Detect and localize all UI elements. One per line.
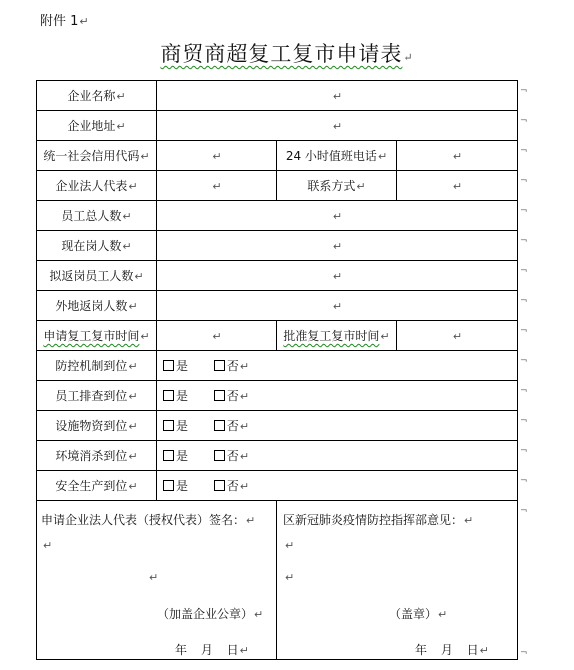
check-label: 设施物资到位↵ xyxy=(37,411,157,441)
nonlocal-return-label: 外地返岗人数↵ xyxy=(37,291,157,321)
attachment-label: 附件 1↵ xyxy=(40,14,89,29)
apply-time-field[interactable]: ↵ xyxy=(157,321,277,351)
paragraph-mark: ↵ xyxy=(285,539,295,552)
company-seal-note: （加盖企业公章）↵ xyxy=(157,607,264,621)
duty-phone-label: 24 小时值班电话↵ xyxy=(277,141,397,171)
yes-checkbox[interactable] xyxy=(163,450,174,461)
check-row-prevention xyxy=(37,351,518,381)
check-row-facilities xyxy=(37,411,518,441)
planned-return-field[interactable]: ↵ xyxy=(157,261,518,291)
application-form-table xyxy=(36,80,518,660)
no-checkbox[interactable] xyxy=(214,360,225,371)
row-end-mark: ¬ xyxy=(520,206,528,216)
on-duty-field[interactable]: ↵ xyxy=(157,231,518,261)
company-name-label: 企业名称↵ xyxy=(37,81,157,111)
hq-seal-note: （盖章）↵ xyxy=(389,607,448,621)
row-end-mark: ¬ xyxy=(520,296,528,306)
check-options: 是 否↵ xyxy=(157,381,518,411)
check-options: 是 否↵ xyxy=(157,441,518,471)
apply-time-label: 申请复工复市时间↵ xyxy=(37,321,157,351)
applicant-signature-cell[interactable] xyxy=(37,501,277,660)
row-company-name xyxy=(37,81,518,111)
form-title: 商贸商超复工复市申请表↵ xyxy=(160,42,414,66)
row-end-mark: ¬ xyxy=(520,236,528,246)
row-end-mark: ¬ xyxy=(520,356,528,366)
credit-code-label: 统一社会信用代码↵ xyxy=(37,141,157,171)
row-company-address xyxy=(37,111,518,141)
duty-phone-field[interactable]: ↵ xyxy=(397,141,518,171)
row-legal-rep xyxy=(37,171,518,201)
planned-return-label: 拟返岗员工人数↵ xyxy=(37,261,157,291)
approve-time-label: 批准复工复市时间↵ xyxy=(277,321,397,351)
row-times xyxy=(37,321,518,351)
check-row-staff xyxy=(37,381,518,411)
yes-checkbox[interactable] xyxy=(163,390,174,401)
applicant-signature-heading: 申请企业法人代表（授权代表）签名：↵ xyxy=(41,513,256,527)
check-label: 安全生产到位↵ xyxy=(37,471,157,501)
row-end-mark: ¬ xyxy=(520,648,528,658)
check-label: 防控机制到位↵ xyxy=(37,351,157,381)
row-end-mark: ¬ xyxy=(520,386,528,396)
company-address-field[interactable]: ↵ xyxy=(157,111,518,141)
check-label: 环境消杀到位↵ xyxy=(37,441,157,471)
no-checkbox[interactable] xyxy=(214,480,225,491)
company-name-field[interactable]: ↵ xyxy=(157,81,518,111)
total-staff-field[interactable]: ↵ xyxy=(157,201,518,231)
row-total-staff xyxy=(37,201,518,231)
paragraph-mark: ↵ xyxy=(285,571,295,584)
applicant-date: 年 月 日↵ xyxy=(175,643,249,657)
yes-checkbox[interactable] xyxy=(163,360,174,371)
hq-date: 年 月 日↵ xyxy=(415,643,489,657)
row-nonlocal-return xyxy=(37,291,518,321)
row-on-duty xyxy=(37,231,518,261)
paragraph-mark: ↵ xyxy=(43,539,53,552)
check-row-disinfection xyxy=(37,441,518,471)
check-row-safety xyxy=(37,471,518,501)
no-checkbox[interactable] xyxy=(214,450,225,461)
row-end-mark: ¬ xyxy=(520,116,528,126)
row-end-mark: ¬ xyxy=(520,476,528,486)
approve-time-field[interactable]: ↵ xyxy=(397,321,518,351)
row-planned-return xyxy=(37,261,518,291)
row-end-mark: ¬ xyxy=(520,326,528,336)
nonlocal-return-field[interactable]: ↵ xyxy=(157,291,518,321)
row-end-mark: ¬ xyxy=(520,416,528,426)
no-checkbox[interactable] xyxy=(214,390,225,401)
row-end-mark: ¬ xyxy=(520,446,528,456)
check-options: 是 否↵ xyxy=(157,471,518,501)
row-end-mark: ¬ xyxy=(520,176,528,186)
row-end-mark: ¬ xyxy=(520,146,528,156)
yes-checkbox[interactable] xyxy=(163,420,174,431)
on-duty-label: 现在岗人数↵ xyxy=(37,231,157,261)
credit-code-field[interactable]: ↵ xyxy=(157,141,277,171)
row-credit-code xyxy=(37,141,518,171)
hq-opinion-cell[interactable] xyxy=(277,501,518,660)
yes-checkbox[interactable] xyxy=(163,480,174,491)
legal-rep-field[interactable]: ↵ xyxy=(157,171,277,201)
company-address-label: 企业地址↵ xyxy=(37,111,157,141)
row-end-mark: ¬ xyxy=(520,86,528,96)
row-end-mark: ¬ xyxy=(520,266,528,276)
signature-row xyxy=(37,501,518,660)
contact-label: 联系方式↵ xyxy=(277,171,397,201)
check-options: 是 否↵ xyxy=(157,411,518,441)
contact-field[interactable]: ↵ xyxy=(397,171,518,201)
check-options: 是 否↵ xyxy=(157,351,518,381)
hq-opinion-heading: 区新冠肺炎疫情防控指挥部意见：↵ xyxy=(283,513,474,527)
legal-rep-label: 企业法人代表↵ xyxy=(37,171,157,201)
check-label: 员工排查到位↵ xyxy=(37,381,157,411)
no-checkbox[interactable] xyxy=(214,420,225,431)
total-staff-label: 员工总人数↵ xyxy=(37,201,157,231)
row-end-mark: ¬ xyxy=(520,506,528,516)
paragraph-mark: ↵ xyxy=(149,571,159,584)
